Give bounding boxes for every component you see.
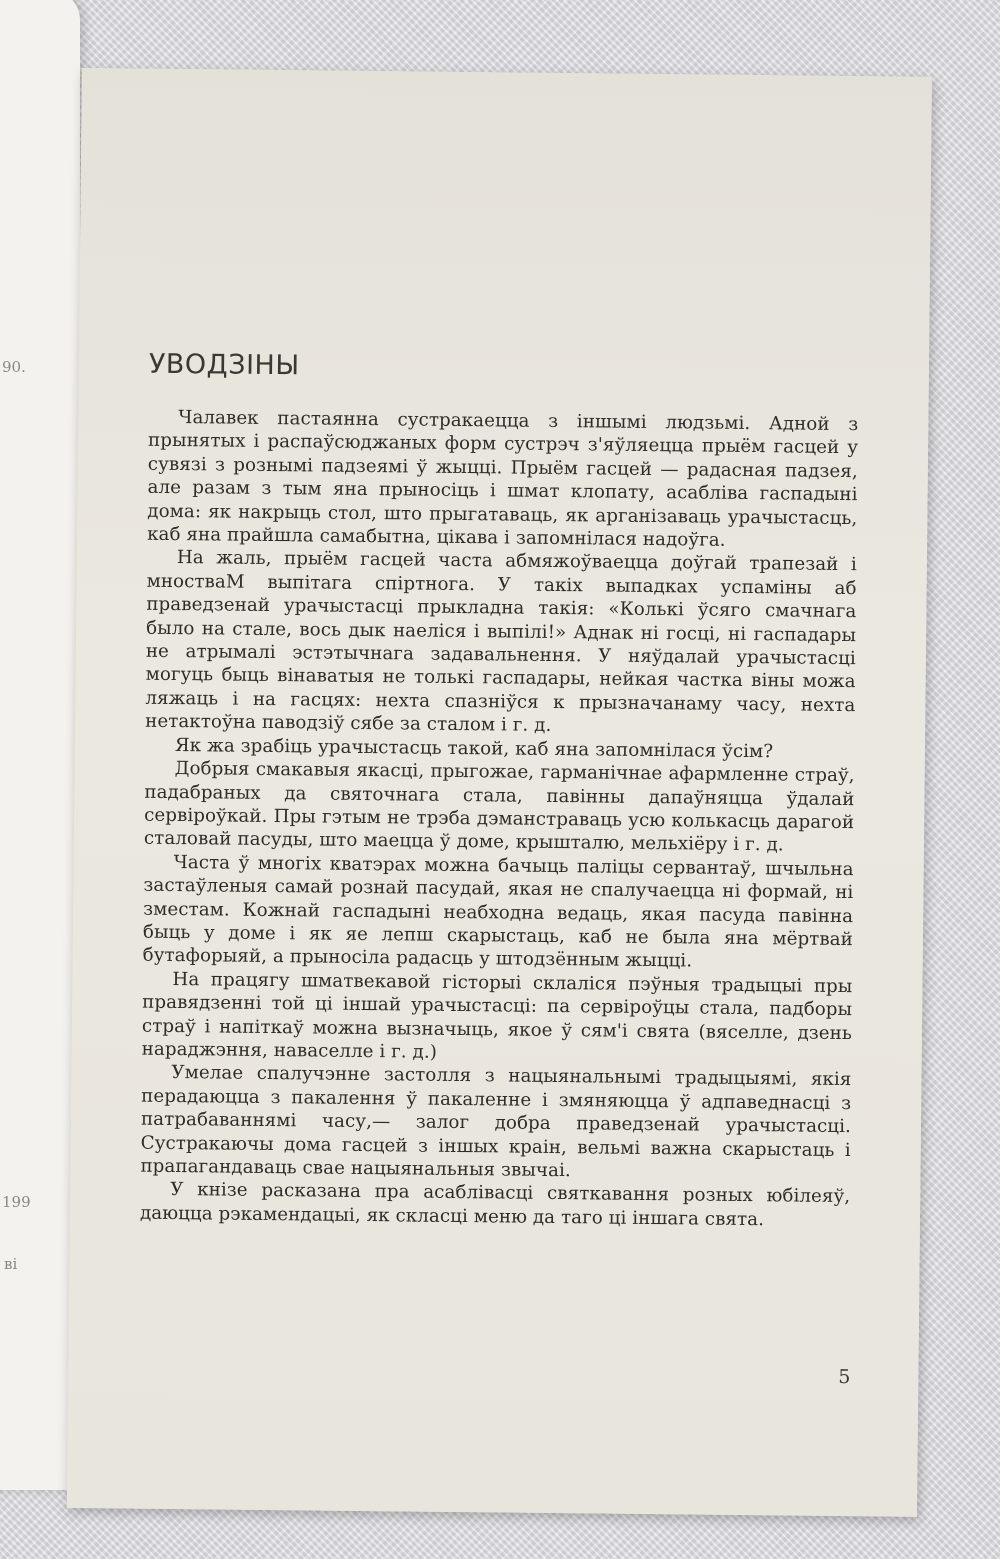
page-title: УВОДЗІНЫ [148,348,300,382]
paragraph: Добрыя смакавыя якасці, прыгожае, гарманічнае афармленне страў, падабраных да святочнага стала, павінны дапаўняцца ўдалай сервіроўкай. Пры гэтым не трэба дэманстраваць усю колькасць дарагой сталовай пасуды, што маецца ў доме, крышталю, мельхіёру і г. д. [143,758,855,856]
paragraph: Чалавек пастаянна сустракаецца з іншымі людзьмі. Адной з прынятых і распаўсюджаных форм сустрэч з'яўляецца прыём гасцей у сувязі з рознымі падзеямі ў жыцці. Прыём гасцей — радасная падзея, але разам з тым яна прыносіць і шмат клопату, асабліва гаспадыні дома: як накрыць стол, што прыгатаваць, як арганізаваць урачыстасць, каб яна прайшла самабытна, цікава і запомнілася надоўга. [147,407,859,551]
facing-page-fragment: 199 [2,1193,31,1211]
facing-page-edge [0,0,80,1490]
page-number: 5 [838,1365,851,1389]
paragraph: На жаль, прыём гасцей часта абмяжоўваецца доўгай трапезай і мностваМ выпітага спіртнога. У такіх выпадках успаміны аб праведзенай урачыстасці прыкладна такія: «Колькі ўсяго смачнага было на стале, вось дык наеліся і выпілі!» Аднак ні госці, ні гаспадары не атрымалі эстэтычнага задавальнення. У няўдалай урачыстасці могуць быць вінаватыя не толькі гаспадары, нейкая частка віны можа ляжаць і на гасцях: нехта спазніўся к прызначанаму часу, нехта нетактоўна паводзіў сябе за сталом і г. д. [145,547,857,737]
paragraph: У кнізе расказана пра асаблівасці святкавання розных юбілеяў, даюцца рэкамендацыі, як скласці меню да таго ці іншага свята. [139,1179,851,1231]
facing-page-fragment: ві [4,1255,18,1273]
book-page [67,68,932,1517]
paragraph: Умелае спалучэнне застолля з нацыянальнымі традыцыямі, якія перадаюцца з пакалення ў пакаленне і змяняюцца ў адпаведнасці з патрабаваннямі часу,— залог добра праведзенай урачыстасці. Сустракаючы дома гасцей з іншых краін, вельмі важна скарыстаць і прапагандаваць свае нацыянальныя звычаі. [140,1062,852,1182]
paragraph: На працягу шматвекавой гісторыі склаліся пэўныя традыцыі пры правядзенні той ці іншай урачыстасці: па сервіроўцы стала, падборы страў і напіткаў можна вызначыць, якое ў сям'і свята (вяселле, дзень нараджэння, наваселле і г. д.) [141,968,853,1063]
facing-page-fragment: 90. [2,358,26,376]
page-content [140,349,859,1233]
paragraph: Як жа зрабіць урачыстасць такой, каб яна запомнілася ўсім? [174,734,774,762]
paragraph: Часта ў многіх кватэрах можна бачыць паліцы сервантаў, шчыльна застаўленыя самай рознай пасудай, якая не спалучаецца ні формай, ні зместам. Кожнай гаспадыні неабходна ведаць, якая пасуда павінна быць у доме і як яе лепш скарыстаць, каб не была яна мёртвай бутафорыяй, а прыносіла радасць у штодзённым жыцці. [142,851,854,972]
